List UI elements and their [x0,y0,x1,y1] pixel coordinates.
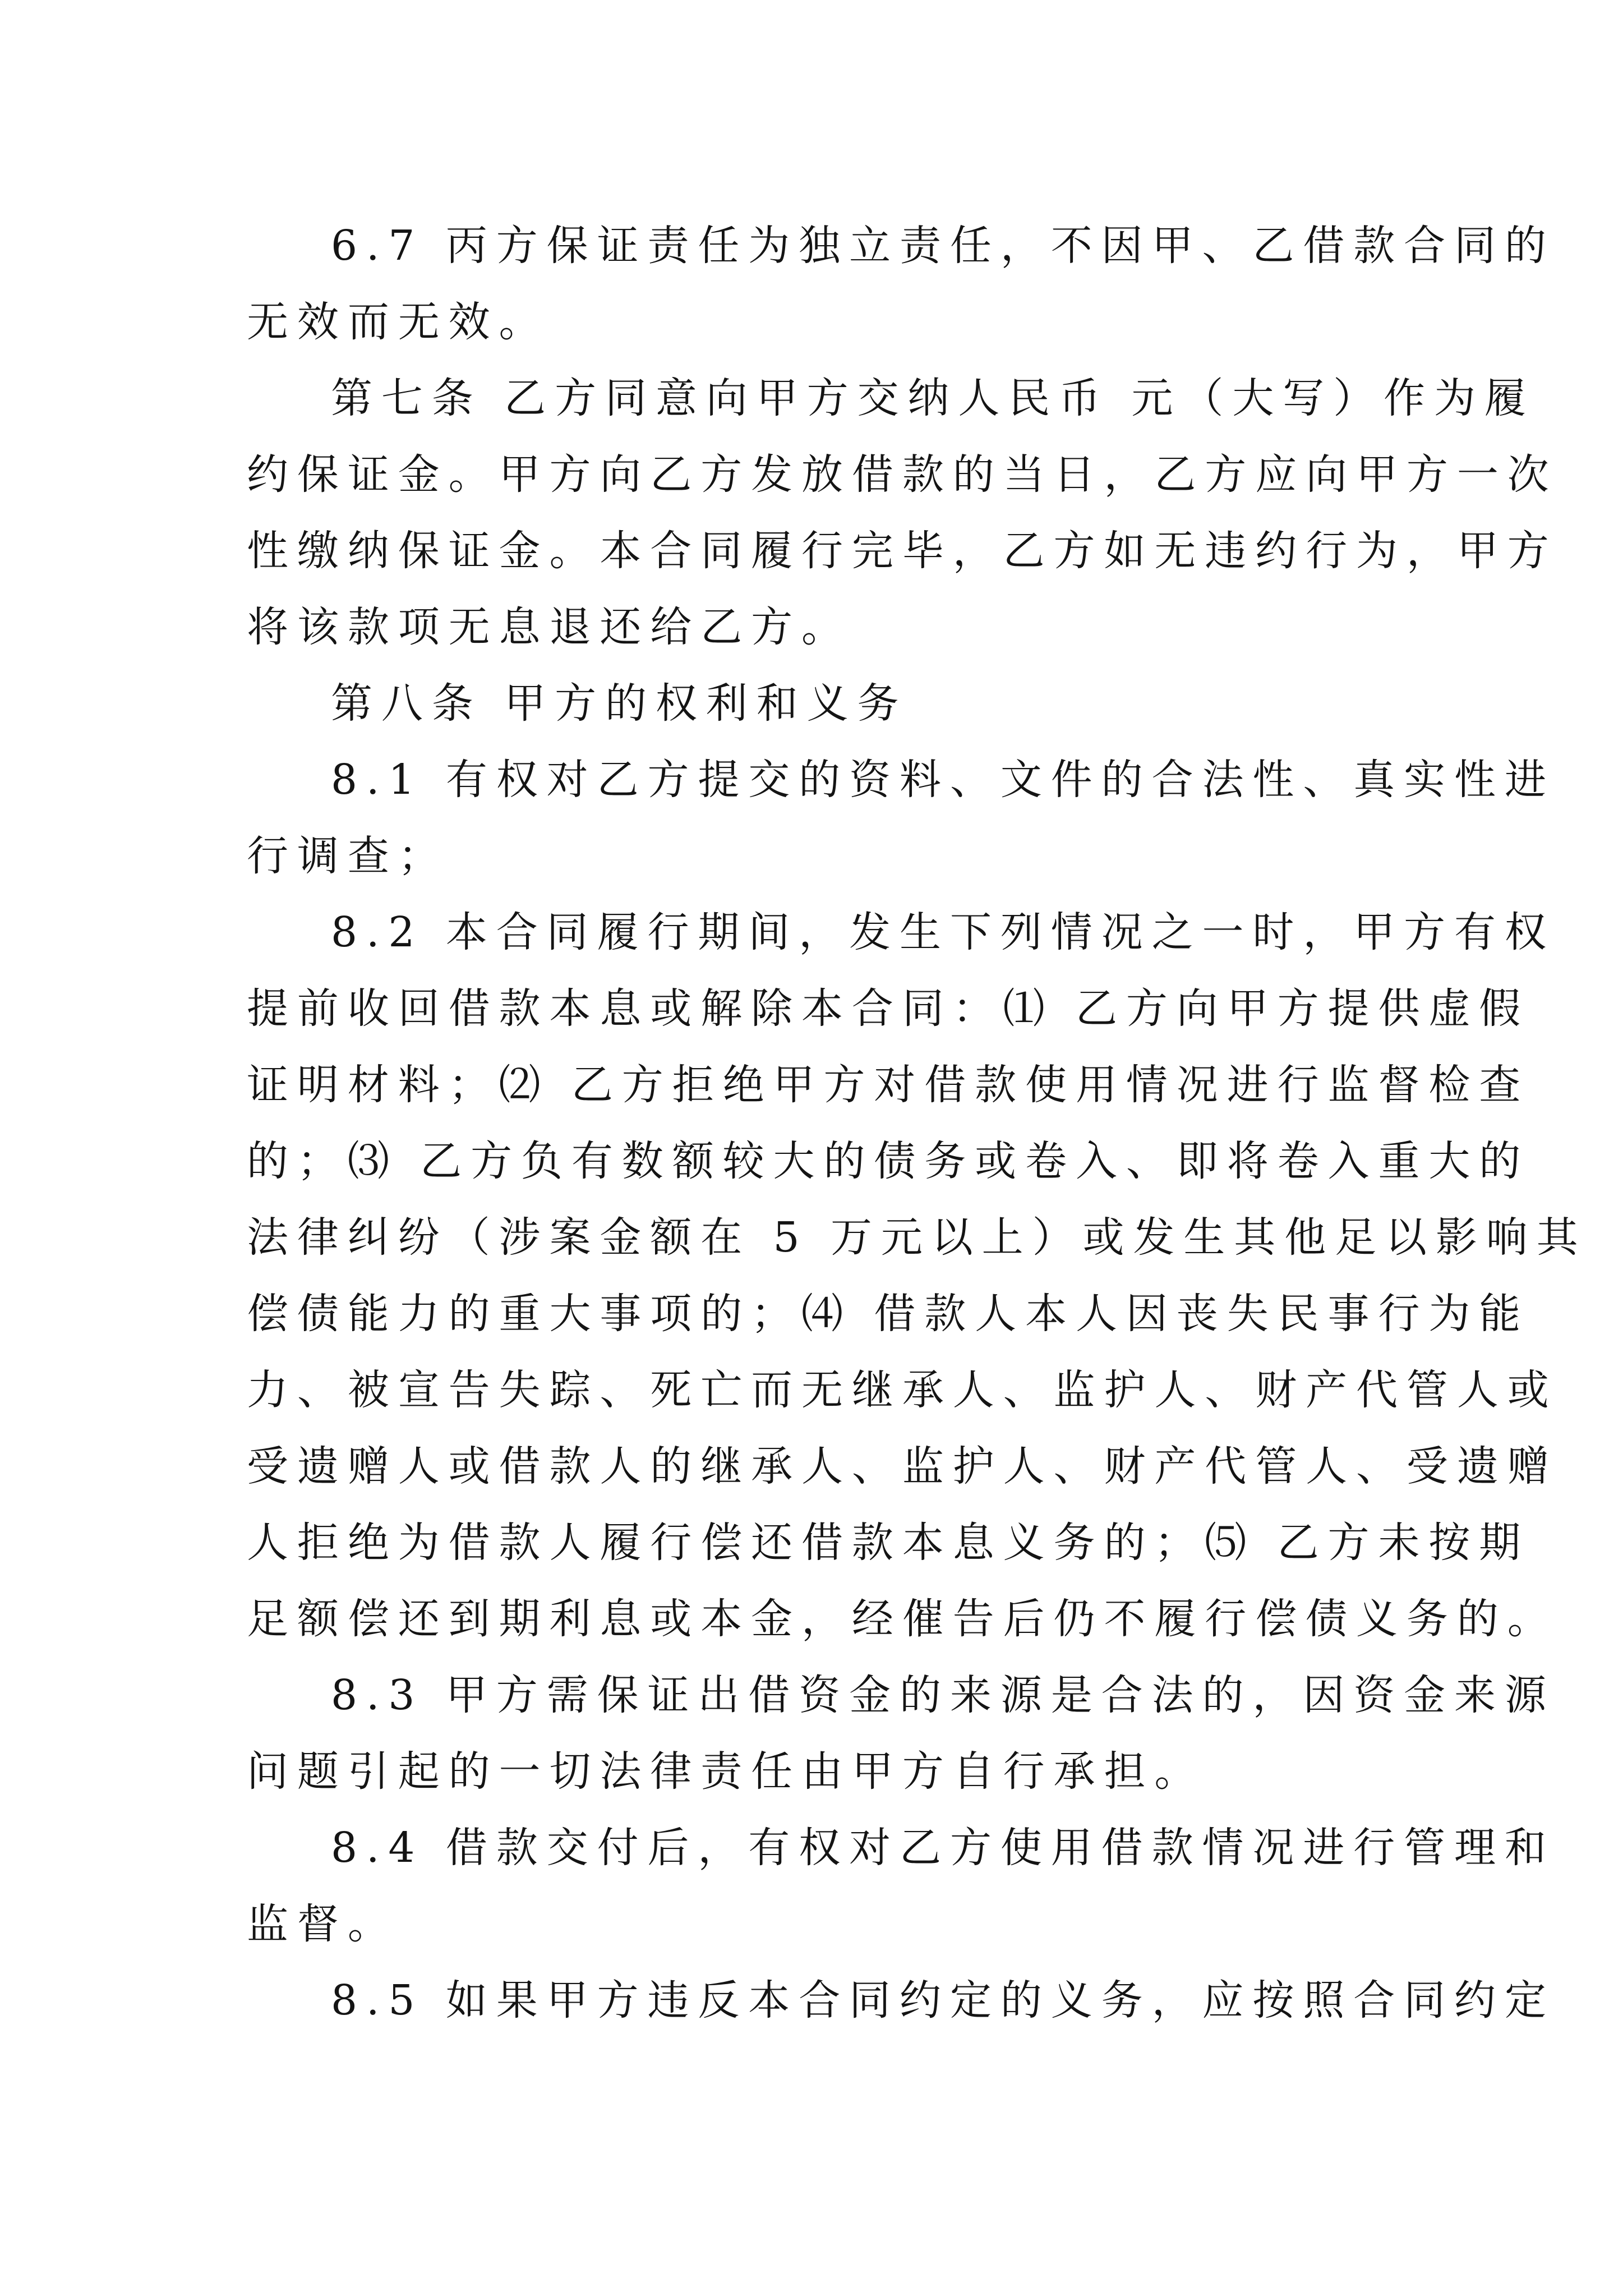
text-line: 监督。 [247,1900,398,1948]
text-line: 足额偿还到期利息或本金，经催告后仍不履行偿债义务的。 [247,1595,1558,1643]
text-line: 8.2 本合同履行期间，发生下列情况之一时，甲方有权 [331,908,1555,956]
paragraph-8-2 [247,894,1587,1657]
text-line: 性缴纳保证金。本合同履行完毕，乙方如无违约行为，甲方 [247,527,1558,575]
document-body [247,208,1587,2039]
text-line: 人拒绝为借款人履行偿还借款本息义务的；⑸ 乙方未按期 [247,1519,1530,1567]
paragraph-8-4 [247,1810,1555,1962]
text-line: 8.1 有权对乙方提交的资料、文件的合法性、真实性进 [331,756,1555,804]
text-line: 8.4 借款交付后，有权对乙方使用借款情况进行管理和 [331,1824,1555,1872]
paragraph-8-5 [247,1962,1555,2039]
text-line: 约保证金。甲方向乙方发放借款的当日，乙方应向甲方一次 [247,450,1558,499]
text-line: 证明材料；⑵ 乙方拒绝甲方对借款使用情况进行监督检查 [247,1061,1530,1109]
text-line: 法律纠纷（涉案金额在 5 万元以上）或发生其他足以影响其 [247,1213,1587,1262]
text-line: 8.5 如果甲方违反本合同约定的义务，应按照合同约定 [331,1976,1555,2024]
paragraph-8-3 [247,1657,1555,1810]
section-heading: 第八条 甲方的权利和义务 [331,679,908,728]
text-line: 问题引起的一切法律责任由甲方自行承担。 [247,1747,1205,1796]
text-line: 无效而无效。 [247,298,550,346]
paragraph-article-8-heading [247,665,1391,742]
text-line: 8.3 甲方需保证出借资金的来源是合法的，因资金来源 [331,1671,1555,1719]
text-line: 受遗赠人或借款人的继承人、监护人、财产代管人、受遗赠 [247,1442,1558,1490]
text-line: 的；⑶ 乙方负有数额较大的债务或卷入、即将卷入重大的 [247,1137,1530,1185]
paragraph-article-7 [247,360,1558,665]
paragraph-8-1 [247,742,1555,894]
text-line: 行调查； [247,832,449,880]
text-line: 力、被宣告失踪、死亡而无继承人、监护人、财产代管人或 [247,1366,1558,1414]
paragraph-6-7 [247,208,1555,360]
text-line: 第七条 乙方同意向甲方交纳人民币 元（大写）作为履 [331,374,1535,422]
text-line: 偿债能力的重大事项的；⑷ 借款人本人因丧失民事行为能 [247,1290,1530,1338]
text-line: 6.7 丙方保证责任为独立责任，不因甲、乙借款合同的 [331,222,1555,270]
text-line: 将该款项无息退还给乙方。 [247,603,852,651]
text-line: 提前收回借款本息或解除本合同：⑴ 乙方向甲方提供虚假 [247,984,1530,1033]
